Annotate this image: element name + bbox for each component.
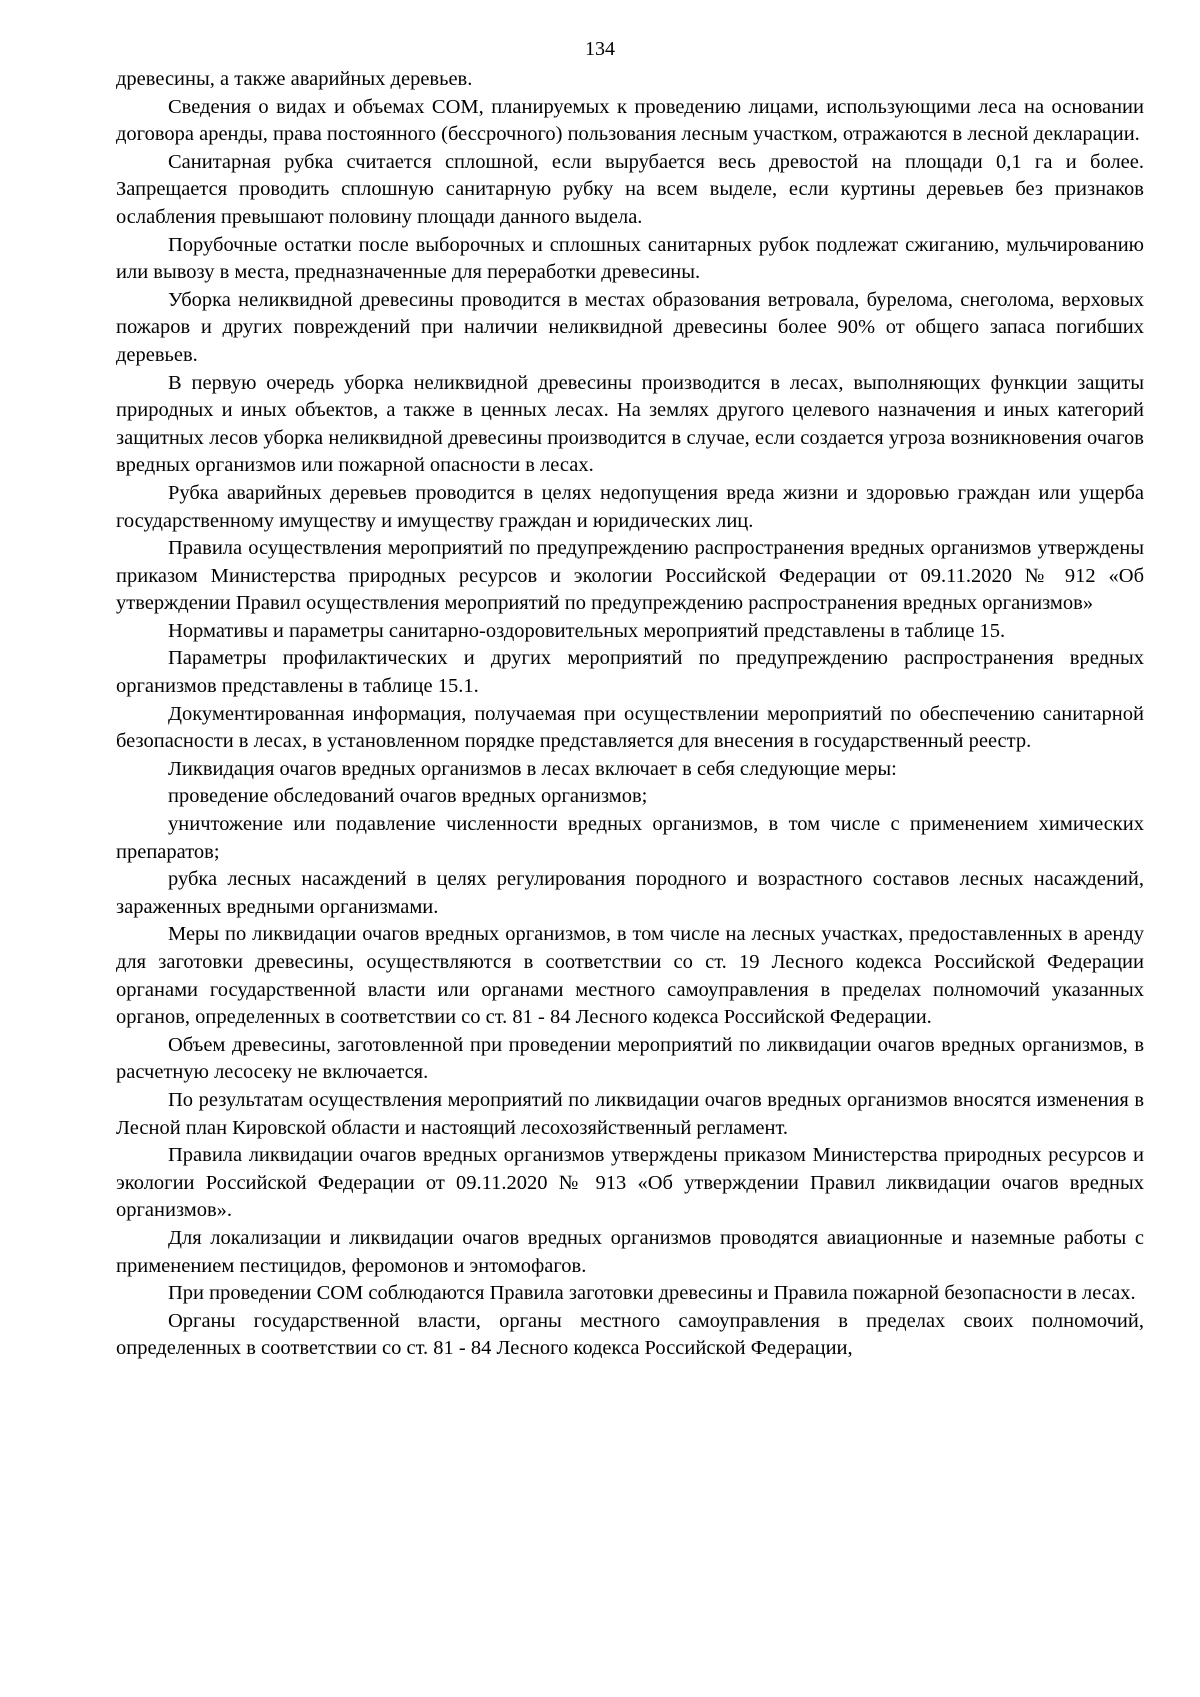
paragraph-aviation-ground-works: Для локализации и ликвидации очагов вредных организмов проводятся авиационные и наземные работы с применением пестицидов, феромонов и энтомофагов. [116,1226,1144,1277]
paragraph-hazard-trees: Рубка аварийных деревьев проводится в целях недопущения вреда жизни и здоровью граждан или ущерба государственному имуществу и имуществу граждан и юридических лиц. [116,481,1144,532]
paragraph-clear-sanitary-felling: Санитарная рубка считается сплошной, если вырубается весь древостой на площади 0,1 га и более. Запрещается проводить сплошную санитарную рубку на всем выделе, если куртины деревьев без признаков ослабления превышают половину площади данного выдела. [116,150,1144,228]
paragraph-felling-residues: Порубочные остатки после выборочных и сплошных санитарных рубок подлежат сжиганию, мульчированию или вывозу в места, предназначенные для переработки древесины. [116,233,1144,284]
paragraph-continuation: древесины, а также аварийных деревьев. [116,68,473,90]
list-item-felling: рубка лесных насаждений в целях регулирования породного и возрастного составов лесных насаждений, зараженных вредными организмами. [116,868,1144,918]
paragraph-prevention-rules: Правила осуществления мероприятий по предупреждению распространения вредных организмов утверждены приказом Министерства природных ресурсов и экологии Российской Федерации от 09.11.2020 № 912 «Об утверждении Правил осуществления мероприятий по предупреждению распространения вредных организмов» [116,537,1144,615]
list-item-surveys: проведение обследований очагов вредных организмов; [168,785,648,808]
paragraph-forest-plan-changes: По результатам осуществления мероприятий по ликвидации очагов вредных организмов вносятся изменения в Лесной план Кировской области и настоящий лесохозяйственный регламент. [116,1088,1144,1139]
paragraph-forest-declaration: Сведения о видах и объемах СОМ, планируемых к проведению лицами, использующими леса на основании договора аренды, права постоянного (бессрочного) пользования лесным участком, отражаются в лесной декларации. [116,95,1144,146]
paragraph-government-bodies: Органы государственной власти, органы местного самоуправления в пределах своих полномочий, определенных в соответствии со ст. 81 - 84 Лесного кодекса Российской Федерации, [116,1309,1144,1360]
paragraph-state-registry: Документированная информация, получаемая при осуществлении мероприятий по обеспечению санитарной безопасности в лесах, в установленном порядке представляется для внесения в государственный реестр. [116,702,1144,753]
paragraph-wood-volume: Объем древесины, заготовленной при проведении мероприятий по ликвидации очагов вредных организмов, в расчетную лесосеку не включается. [116,1033,1144,1084]
page-number: 134 [585,38,615,60]
paragraph-table-15-1-reference: Параметры профилактических и других мероприятий по предупреждению распространения вредных организмов представлены в таблице 15.1. [116,647,1144,698]
paragraph-cleanup-priority: В первую очередь уборка неликвидной древесины производится в лесах, выполняющих функции защиты природных и иных объектов, а также в ценных лесах. На землях другого целевого назначения и иных категорий защитных лесов уборка неликвидной древесины производится в случае, если создается угроза возникновения очагов вредных организмов или пожарной опасности в лесах. [116,371,1144,477]
paragraph-harvesting-fire-rules: При проведении СОМ соблюдаются Правила заготовки древесины и Правила пожарной безопасности в лесах. [168,1282,1136,1305]
paragraph-illiquid-wood-cleanup: Уборка неликвидной древесины проводится в местах образования ветровала, бурелома, снеголома, верховых пожаров и других повреждений при наличии неликвидной древесины более 90% от общего запаса погибших деревьев. [116,288,1144,366]
paragraph-liquidation-measures: Ликвидация очагов вредных организмов в лесах включает в себя следующие меры: [168,757,897,780]
paragraph-liquidation-rules: Правила ликвидации очагов вредных организмов утверждены приказом Министерства природных ресурсов и экологии Российской Федерации от 09.11.2020 № 913 «Об утверждении Правил ликвидации очагов вредных организмов». [116,1144,1144,1222]
paragraph-table-15-reference: Нормативы и параметры санитарно-оздоровительных мероприятий представлены в таблице 15. [168,619,1006,642]
body-text [116,66,1144,1363]
list-item-suppression: уничтожение или подавление численности вредных организмов, в том числе с применением химических препаратов; [116,813,1144,863]
paragraph-measures-authority: Меры по ликвидации очагов вредных организмов, в том числе на лесных участках, предоставленных в аренду для заготовки древесины, осуществляются в соответствии со ст. 19 Лесного кодекса Российской Федерации органами государственной власти или органами местного самоуправления в пределах полномочий указанных органов, определенных в соответствии со ст. 81 - 84 Лесного кодекса Российской Федерации. [116,923,1144,1029]
